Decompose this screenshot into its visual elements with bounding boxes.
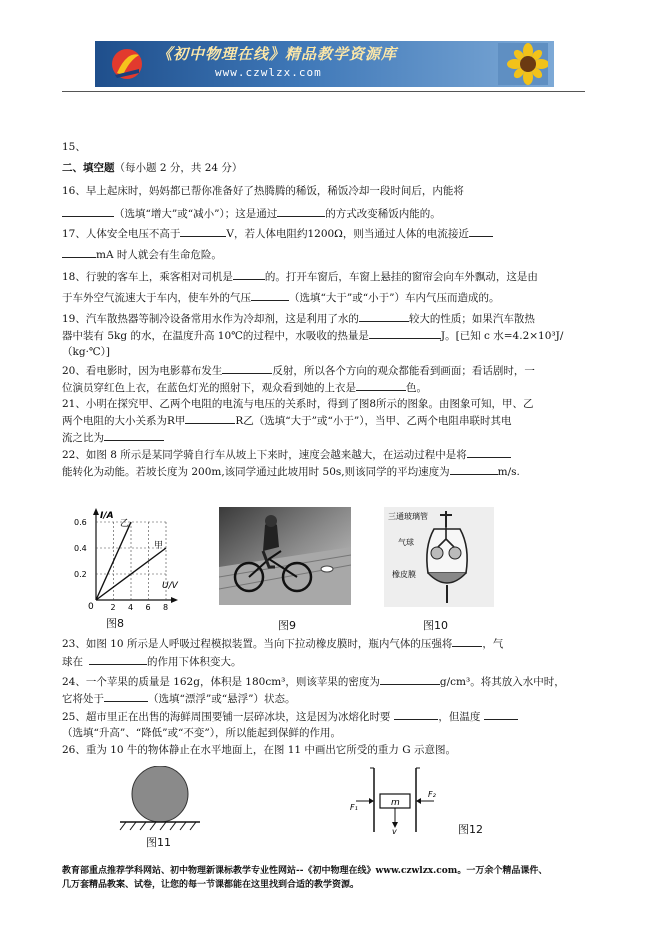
answer-blank[interactable] [469, 226, 493, 237]
figure-12-caption: 图12 [458, 823, 483, 836]
question-17-line-1: 17、人体安全电压不高于 V，若人体电阻约1200Ω，则当通过人体的电流接近 [62, 226, 493, 241]
y-axis-arrow [93, 508, 99, 515]
answer-blank[interactable] [62, 247, 96, 258]
figure-11-object-on-ground [116, 766, 204, 832]
section-2-heading [62, 161, 242, 175]
header-divider [62, 91, 585, 92]
answer-blank[interactable] [356, 380, 406, 391]
banner-title: 《初中物理在线》精品教学资源库 [157, 45, 398, 63]
section-title: 二、填空题 [62, 162, 115, 174]
question-19-line-2: 器中装有 5kg 的水，在温度升高 10℃的过程中，水吸收的热量是 J。[已知 c 水=4.2×10³J/ [62, 330, 564, 342]
answer-blank[interactable] [233, 269, 265, 280]
answer-blank[interactable] [104, 691, 148, 702]
x-axis-arrow [171, 597, 178, 603]
figure-12-force-diagram [344, 766, 444, 834]
section-note: （每小题 2 分，共 24 分） [114, 162, 243, 174]
x-tick-label: 6 [145, 603, 151, 612]
answer-blank[interactable] [359, 311, 409, 322]
header-banner [95, 41, 554, 87]
answer-blank[interactable] [467, 447, 511, 458]
figure-10-caption: 图10 [423, 619, 448, 632]
question-18-line-2: 于车外空气流速大于车内，使车外的气压 （选填“大于”或“小于”）车内气压而造成的。 [62, 292, 500, 304]
question-20-line-1: 20、看电影时，因为电影幕布发生 反射，所以各个方向的观众都能看到画面；看话剧时，一 [62, 365, 535, 377]
answer-blank[interactable] [89, 654, 147, 665]
question-21-line-2: 两个电阻的大小关系为R甲 R乙（选填“大于”或“小于”），当甲、乙两个电阻串联时其电 [62, 415, 512, 427]
answer-blank[interactable] [369, 328, 441, 339]
question-25-line-1: 25、超市里正在出售的海鲜周围要铺一层碎冰块，这是因为冰熔化时要 ，但温度 [62, 709, 518, 724]
x-tick-label: 2 [110, 603, 116, 612]
y-tick-label: 0.4 [74, 544, 87, 553]
question-25-line-2: （选填“升高”、“降低”或“不变”），所以能起到保鲜的作用。 [62, 727, 341, 739]
figure-8-caption: 图8 [106, 617, 124, 630]
label-f2: F₂ [428, 790, 436, 799]
question-24-line-2: 它将处于 （选填“漂浮”或“悬浮”）状态。 [62, 693, 296, 705]
footer-line-2: 几万套精品教案、试卷，让您的每一节课都能在这里找到合适的教学资源。 [62, 880, 360, 890]
answer-blank[interactable] [277, 206, 325, 217]
answer-blank[interactable] [394, 709, 438, 720]
answer-blank[interactable] [450, 464, 498, 475]
question-24-line-1: 24、一个苹果的质量是 162g，体积是 180cm³，则该苹果的密度为 g/cm³。将其放入水中时， [62, 676, 565, 688]
question-23-line-2: 球在 的作用下体积变大。 [62, 656, 242, 668]
banner-url[interactable]: www.czwlzx.com [215, 66, 322, 79]
answer-blank[interactable] [251, 290, 289, 301]
question-26: 26、重为 10 牛的物体静止在水平地面上，在图 11 中画出它所受的重力 G 示意图。 [62, 744, 456, 756]
y-tick-label: 0.2 [74, 570, 87, 579]
figure-10-breathing-model [384, 507, 494, 607]
y-tick-label: 0.6 [74, 518, 87, 527]
object-circle [132, 766, 188, 822]
label-glass-tube: 三通玻璃管 [388, 512, 428, 521]
question-17-line-2: mA 时人就会有生命危险。 [62, 247, 222, 262]
series-label-yi: 乙 [120, 519, 130, 529]
answer-blank[interactable] [452, 636, 482, 647]
answer-blank[interactable] [380, 674, 440, 685]
series-line-yi [96, 522, 131, 600]
sunflower-icon [498, 43, 548, 85]
label-m: m [391, 798, 400, 808]
x-axis-label: U/V [162, 581, 178, 591]
label-balloon: 气球 [398, 538, 414, 547]
x-tick-label: 8 [163, 603, 169, 612]
question-16-line-2: （选填“增大”或“减小”）；这是通过 的方式改变稀饭内能的。 [62, 206, 441, 221]
figure-9-cyclist-photo [219, 507, 351, 605]
question-21-line-3: 流之比为 [62, 430, 164, 445]
y-axis-label: I/A [100, 511, 114, 521]
answer-blank[interactable] [484, 709, 518, 720]
series-label-jia: 甲 [154, 541, 164, 551]
question-16-line-1: 16、早上起床时，妈妈都已帮你准备好了热腾腾的稀饭，稀饭冷却一段时间后，内能将 [62, 185, 464, 197]
logo-icon [109, 47, 145, 81]
label-rubber-membrane: 橡皮膜 [392, 570, 416, 579]
label-v: v [392, 827, 397, 834]
question-18-line-1: 18、行驶的客车上，乘客相对司机是 的。打开车窗后，车窗上悬挂的窗帘会向车外飘动，这是由 [62, 271, 538, 283]
question-22-line-2: 能转化为动能。若坡长度为 200m,该同学通过此坡用时 50s,则该同学的平均速度为 m/s. [62, 466, 520, 478]
question-23-line-1: 23、如图 10 所示是人呼吸过程模拟装置。当向下拉动橡皮膜时，瓶内气体的压强将 ，气 [62, 638, 504, 650]
question-19-line-3: （kg·℃）] [62, 346, 111, 358]
answer-blank[interactable] [180, 226, 226, 237]
label-f1: F₁ [350, 803, 358, 812]
figure-9-caption: 图9 [278, 619, 296, 632]
answer-blank[interactable] [62, 206, 114, 217]
answer-blank[interactable] [185, 413, 235, 424]
question-19-line-1: 19、汽车散热器等制冷设备常用水作为冷却剂，这是利用了水的 较大的性质；如果汽车散热 [62, 313, 535, 325]
answer-blank[interactable] [222, 363, 272, 374]
question-15: 15、 [62, 141, 86, 153]
x-tick-label: 4 [128, 603, 134, 612]
question-21-line-1: 21、小明在探究甲、乙两个电阻的电流与电压的关系时，得到了图8所示的图象。由图象可知，甲、乙 [62, 398, 534, 410]
answer-blank[interactable] [104, 430, 164, 441]
question-20-line-2: 位演员穿红色上衣，在蓝色灯光的照射下，观众看到她的上衣是 色。 [62, 382, 427, 394]
origin-label: 0 [88, 602, 94, 612]
figure-11-caption: 图11 [146, 836, 171, 849]
figure-8-chart [70, 504, 180, 614]
footer-line-1: 教育部重点推荐学科网站、初中物理新课标教学专业性网站--《初中物理在线》www.czwlzx.com。一万余个精品课件、 [62, 866, 548, 876]
question-22-line-1: 22、如图 8 所示是某同学骑自行车从坡上下来时，速度会越来越大，在运动过程中是将 [62, 447, 511, 462]
